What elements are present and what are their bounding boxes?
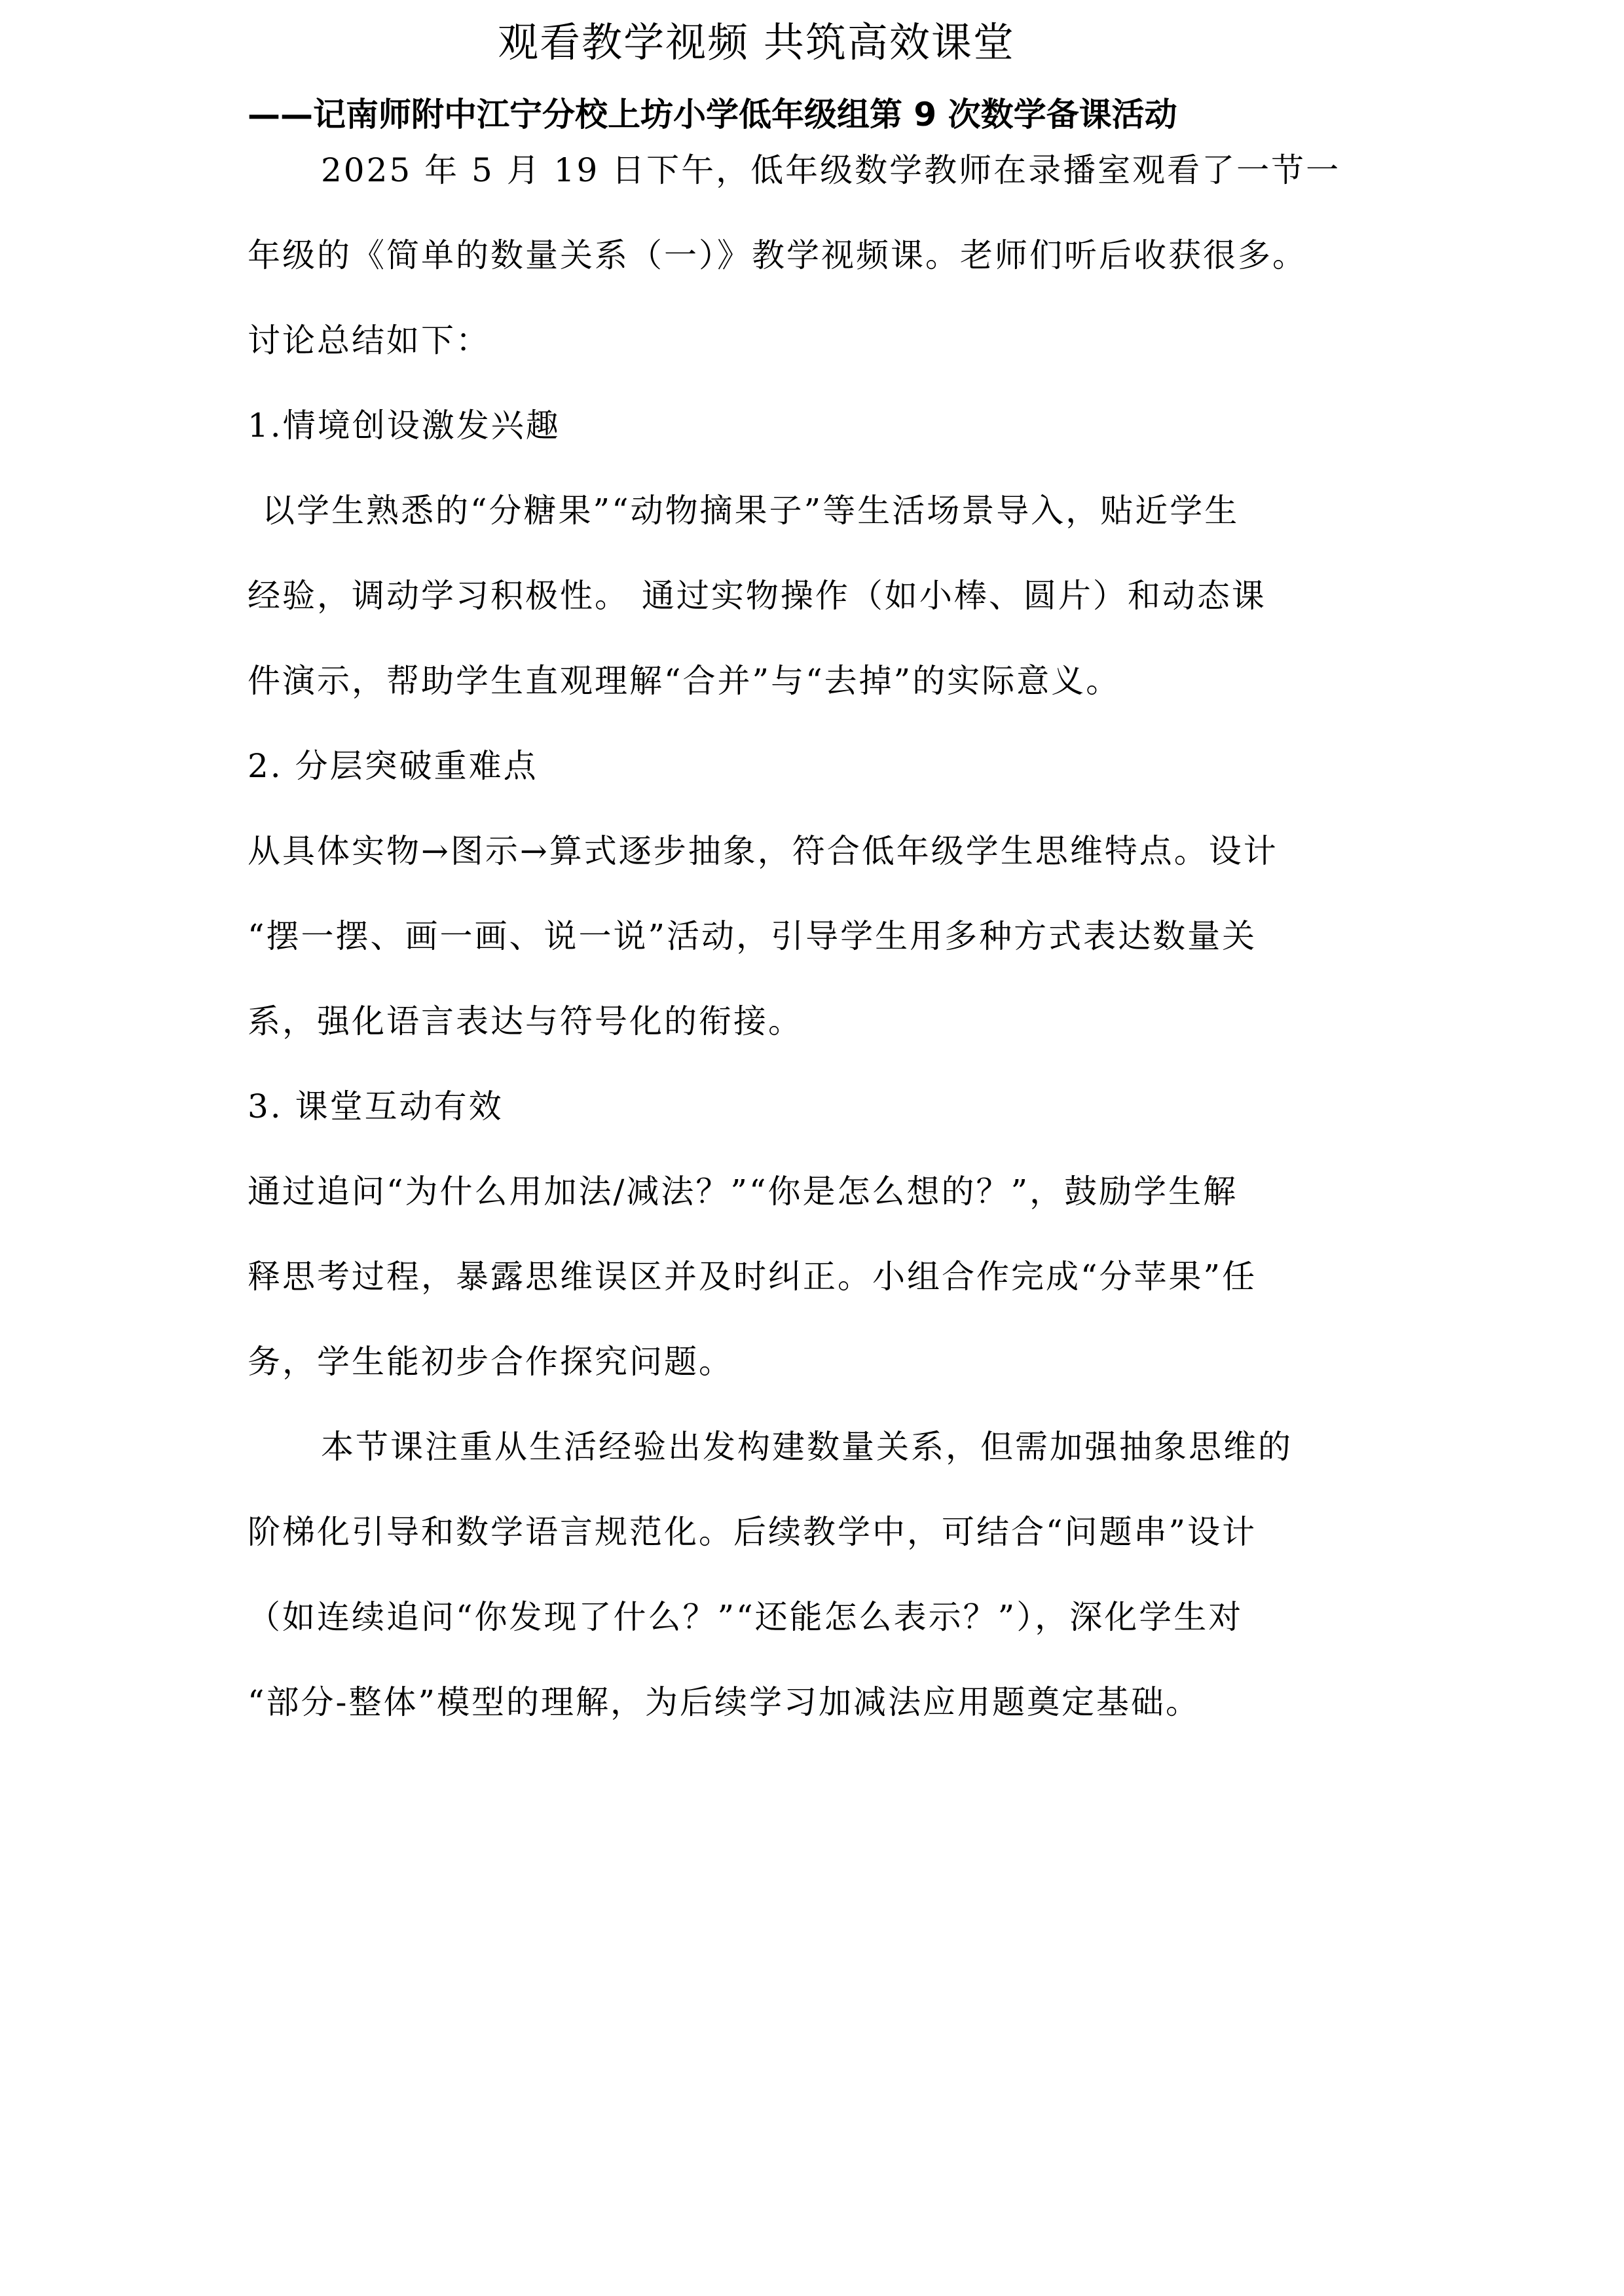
section-heading: 2. 分层突破重难点 [248,747,538,785]
paragraph-line: 从具体实物→图示→算式逐步抽象，符合低年级学生思维特点。设计 [248,832,1278,870]
paragraph-line: 通过追问“为什么用加法/减法？”“你是怎么想的？”，鼓励学生解 [248,1173,1238,1211]
paragraph-line: 经验，调动学习积极性。 通过实物操作（如小棒、圆片）和动态课 [248,577,1266,615]
document-title: 观看教学视频 共筑高效课堂 [498,18,1015,66]
paragraph-line: 释思考过程，暴露思维误区并及时纠正。小组合作完成“分苹果”任 [248,1258,1257,1296]
paragraph-line: 2025 年 5 月 19 日下午，低年级数学教师在录播室观看了一节一 [321,151,1341,189]
paragraph-line: 件演示，帮助学生直观理解“合并”与“去掉”的实际意义。 [248,662,1121,700]
paragraph-line: “部分-整体”模型的理解，为后续学习加减法应用题奠定基础。 [248,1683,1201,1721]
paragraph-line: （如连续追问“你发现了什么？”“还能怎么表示？”），深化学生对 [248,1598,1244,1636]
section-heading: 3. 课堂互动有效 [248,1087,504,1125]
paragraph-line: 阶梯化引导和数学语言规范化。后续教学中，可结合“问题串”设计 [248,1513,1257,1551]
section-heading: 1.情境创设激发兴趣 [248,407,561,445]
paragraph-line: 务，学生能初步合作探究问题。 [248,1343,733,1381]
paragraph-line: 讨论总结如下： [248,321,490,359]
paragraph-line: 年级的《简单的数量关系（一）》教学视频课。老师们听后收获很多。 [248,236,1307,274]
paragraph-line: 本节课注重从生活经验出发构建数量关系，但需加强抽象思维的 [321,1428,1293,1466]
paragraph-line: 以学生熟悉的“分糖果”“动物摘果子”等生活场景导入，贴近学生 [262,492,1240,530]
paragraph-line: “摆一摆、画一画、说一说”活动，引导学生用多种方式表达数量关 [248,917,1257,955]
paragraph-line: 系，强化语言表达与符号化的衔接。 [248,1002,803,1040]
document-subtitle: ——记南师附中江宁分校上坊小学低年级组第 9 次数学备课活动 [248,96,1177,134]
